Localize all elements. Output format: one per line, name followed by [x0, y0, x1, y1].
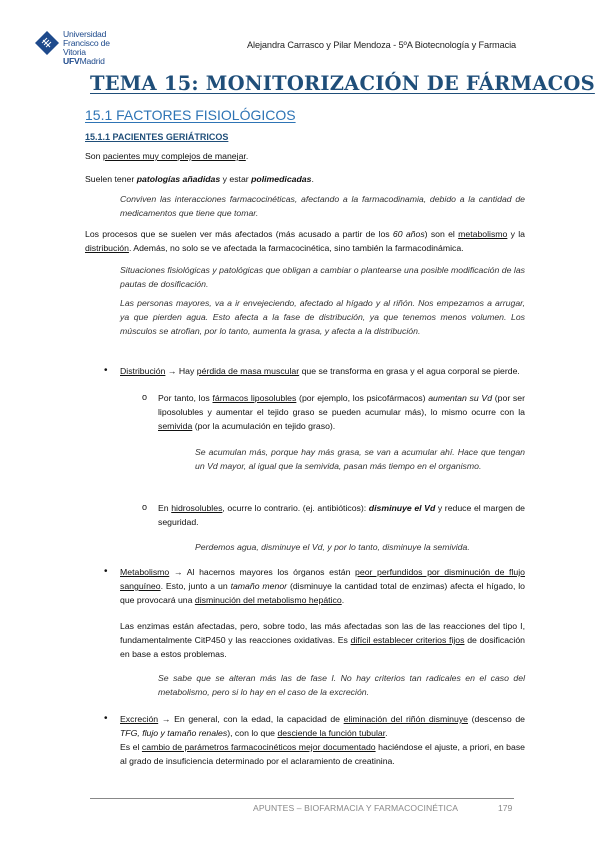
bullet-label: Metabolismo — [120, 567, 170, 577]
text: ), con lo que — [227, 728, 278, 738]
header-authors: Alejandra Carrasco y Pilar Mendoza - 5ºA Biotecnología y Farmacia — [247, 40, 517, 50]
emphasis-text: 60 años — [392, 229, 425, 239]
text: Son — [85, 151, 103, 161]
text: , ocurre lo contrario. (ej. antibióticos): — [222, 503, 369, 513]
text: (por ejemplo, los psicofármacos) — [296, 393, 429, 403]
emphasis-text: disminuye el Vd — [368, 503, 436, 513]
text: (por ser liposolubles y aumentar el tejido graso se pueden acumular más), lo mismo ocurre con la — [158, 393, 525, 417]
text: Es el — [120, 742, 142, 752]
text: . — [311, 174, 314, 184]
paragraph-pathologies — [85, 172, 525, 186]
footer-divider — [90, 798, 514, 799]
note-elderly: Las personas mayores, va a ir envejeciendo, afectado al hígado y al riñón. Nos empezamos a arrugar, ya que pierden agua. Esto afecta a la fase de distribución, ya que tenemos menos volumen. Los músculos se atrofian, por lo tanto, aumenta la grasa, y afecta a la distribución. — [120, 298, 525, 336]
text: . — [385, 728, 388, 738]
page-header — [33, 28, 573, 66]
underlined-text: semivida — [158, 421, 193, 431]
bullet-excrecion — [120, 712, 525, 740]
bullet-label: Distribución — [120, 366, 166, 376]
text: Por tanto, los — [158, 393, 213, 403]
logo-ufv: UFV — [63, 56, 80, 66]
note-interactions: Conviven las interacciones farmacocinéticas, afectando a la farmacodinamia, debido a la cantidad de medicamentos que tiene que tomar. — [120, 194, 525, 218]
underlined-text: pérdida de masa muscular — [196, 366, 300, 376]
bullet-metabolismo — [120, 565, 525, 607]
paragraph-enzymes — [120, 619, 525, 661]
underlined-text: eliminación del riñón disminuye — [343, 714, 468, 724]
note-accumulation: Se acumulan más, porque hay más grasa, se van a acumular ahí. Hace que tengan un Vd mayor, al igual que la semivida, pasan más tiempo en el organismo. — [195, 447, 525, 471]
ufv-logo-icon — [35, 31, 59, 55]
logo-line-3 — [63, 57, 113, 66]
underlined-text: peor perfundidos por disminución de flujo sanguíneo — [120, 567, 525, 591]
logo-text — [63, 30, 113, 66]
logo-madrid: Madrid — [79, 56, 105, 66]
section-heading: 15.1 FACTORES FISIOLÓGICOS — [85, 107, 296, 123]
emphasis-text: patologías añadidas — [136, 174, 221, 184]
emphasis-text: polimedicadas — [251, 174, 312, 184]
sub-bullet-hidrosolubles — [158, 501, 525, 529]
bullet-distribucion — [120, 364, 525, 378]
page-number: 179 — [498, 803, 513, 813]
emphasis-text: aumentan su Vd — [428, 393, 493, 403]
text: (descenso de — [468, 714, 525, 724]
bullet-label: Excreción — [120, 714, 159, 724]
subsection-heading: 15.1.1 PACIENTES GERIÁTRICOS — [85, 132, 229, 142]
text: . — [245, 151, 249, 161]
text: y reduce el margen de seguridad. — [158, 503, 525, 527]
sub-bullet-icon: o — [142, 392, 148, 402]
note-water-loss: Perdemos agua, disminuye el Vd, y por lo tanto, disminuye la semivida. — [195, 542, 470, 552]
text: Las enzimas están afectadas, pero, sobre todo, las más afectadas son las de las reacciones del tipo I, fundamentalmente CitP450 y las reacciones oxidativas. Es — [120, 621, 525, 645]
text: y estar — [220, 174, 252, 184]
text: . Esto, junto a un — [160, 581, 231, 591]
logo-line-1: Universidad — [63, 29, 107, 39]
text: Suelen tener — [85, 174, 137, 184]
text: que se transforma en grasa y el agua corporal se pierde. — [299, 366, 520, 376]
sub-bullet-liposolubles — [158, 391, 525, 433]
text: ) son el — [424, 229, 459, 239]
bullet-icon: • — [104, 713, 108, 724]
page-title: TEMA 15: MONITORIZACIÓN DE FÁRMACOS — [90, 72, 595, 95]
text: . Además, no solo se ve afectada la farmacocinética, sino también la farmacodinámica. — [128, 243, 464, 253]
text: (disminuye la cantidad total de enzimas) afecta el hígado, lo que provocará una — [120, 581, 526, 605]
underlined-text: difícil establecer criterios fijos — [350, 635, 465, 645]
underlined-text: desciende la función tubular — [277, 728, 386, 738]
university-logo — [33, 29, 113, 66]
text: En — [158, 503, 172, 513]
underlined-text: disminución del metabolismo hepático — [194, 595, 342, 605]
underlined-text: metabolismo — [458, 229, 508, 239]
underlined-text: cambio de parámetros farmacocinéticos mejor documentado — [141, 742, 376, 752]
text: → Al hacernos mayores los órganos están — [169, 567, 356, 577]
note-phase-one: Se sabe que se alteran más las de fase I. No hay criterios tan radicales en el caso del metabolismo, pero si lo hay en el caso de la excreción. — [158, 673, 525, 697]
text: . — [341, 595, 345, 605]
bullet-icon: • — [104, 566, 108, 577]
text: (por la acumulación en tejido graso). — [192, 421, 336, 431]
text: de dosificación en base a estos problemas. — [120, 635, 525, 659]
logo-line-2: Francisco de Vitoria — [63, 38, 110, 57]
underlined-text: fármacos liposolubles — [212, 393, 297, 403]
footer-title: APUNTES – BIOFARMACIA Y FARMACOCINÉTICA — [253, 803, 459, 813]
text: → Hay — [165, 366, 197, 376]
text: → En general, con la edad, la capacidad de — [158, 714, 344, 724]
underlined-text: distribución — [85, 243, 129, 253]
text: haciéndose el ajuste, a priori, en base al grado de insuficiencia determinado por el aclaramiento de creatinina. — [120, 742, 525, 766]
sub-bullet-icon: o — [142, 502, 148, 512]
note-situations: Situaciones fisiológicas y patológicas que obligan a cambiar o plantearse una posible modificación de las pautas de dosificación. — [120, 265, 525, 289]
text: Los procesos que se suelen ver más afectados (más acusado a partir de los — [85, 229, 393, 239]
text: y la — [507, 229, 526, 239]
bullet-icon: • — [104, 365, 108, 376]
paragraph-complex-patients — [85, 149, 525, 163]
underlined-text: pacientes muy complejos de manejar — [102, 151, 246, 161]
paragraph-processes — [85, 227, 525, 255]
paragraph-excretion-documented — [120, 740, 525, 768]
emphasis-text: TFG, flujo y tamaño renales — [120, 728, 228, 738]
emphasis-text: tamaño menor — [230, 581, 288, 591]
underlined-text: hidrosolubles — [171, 503, 223, 513]
